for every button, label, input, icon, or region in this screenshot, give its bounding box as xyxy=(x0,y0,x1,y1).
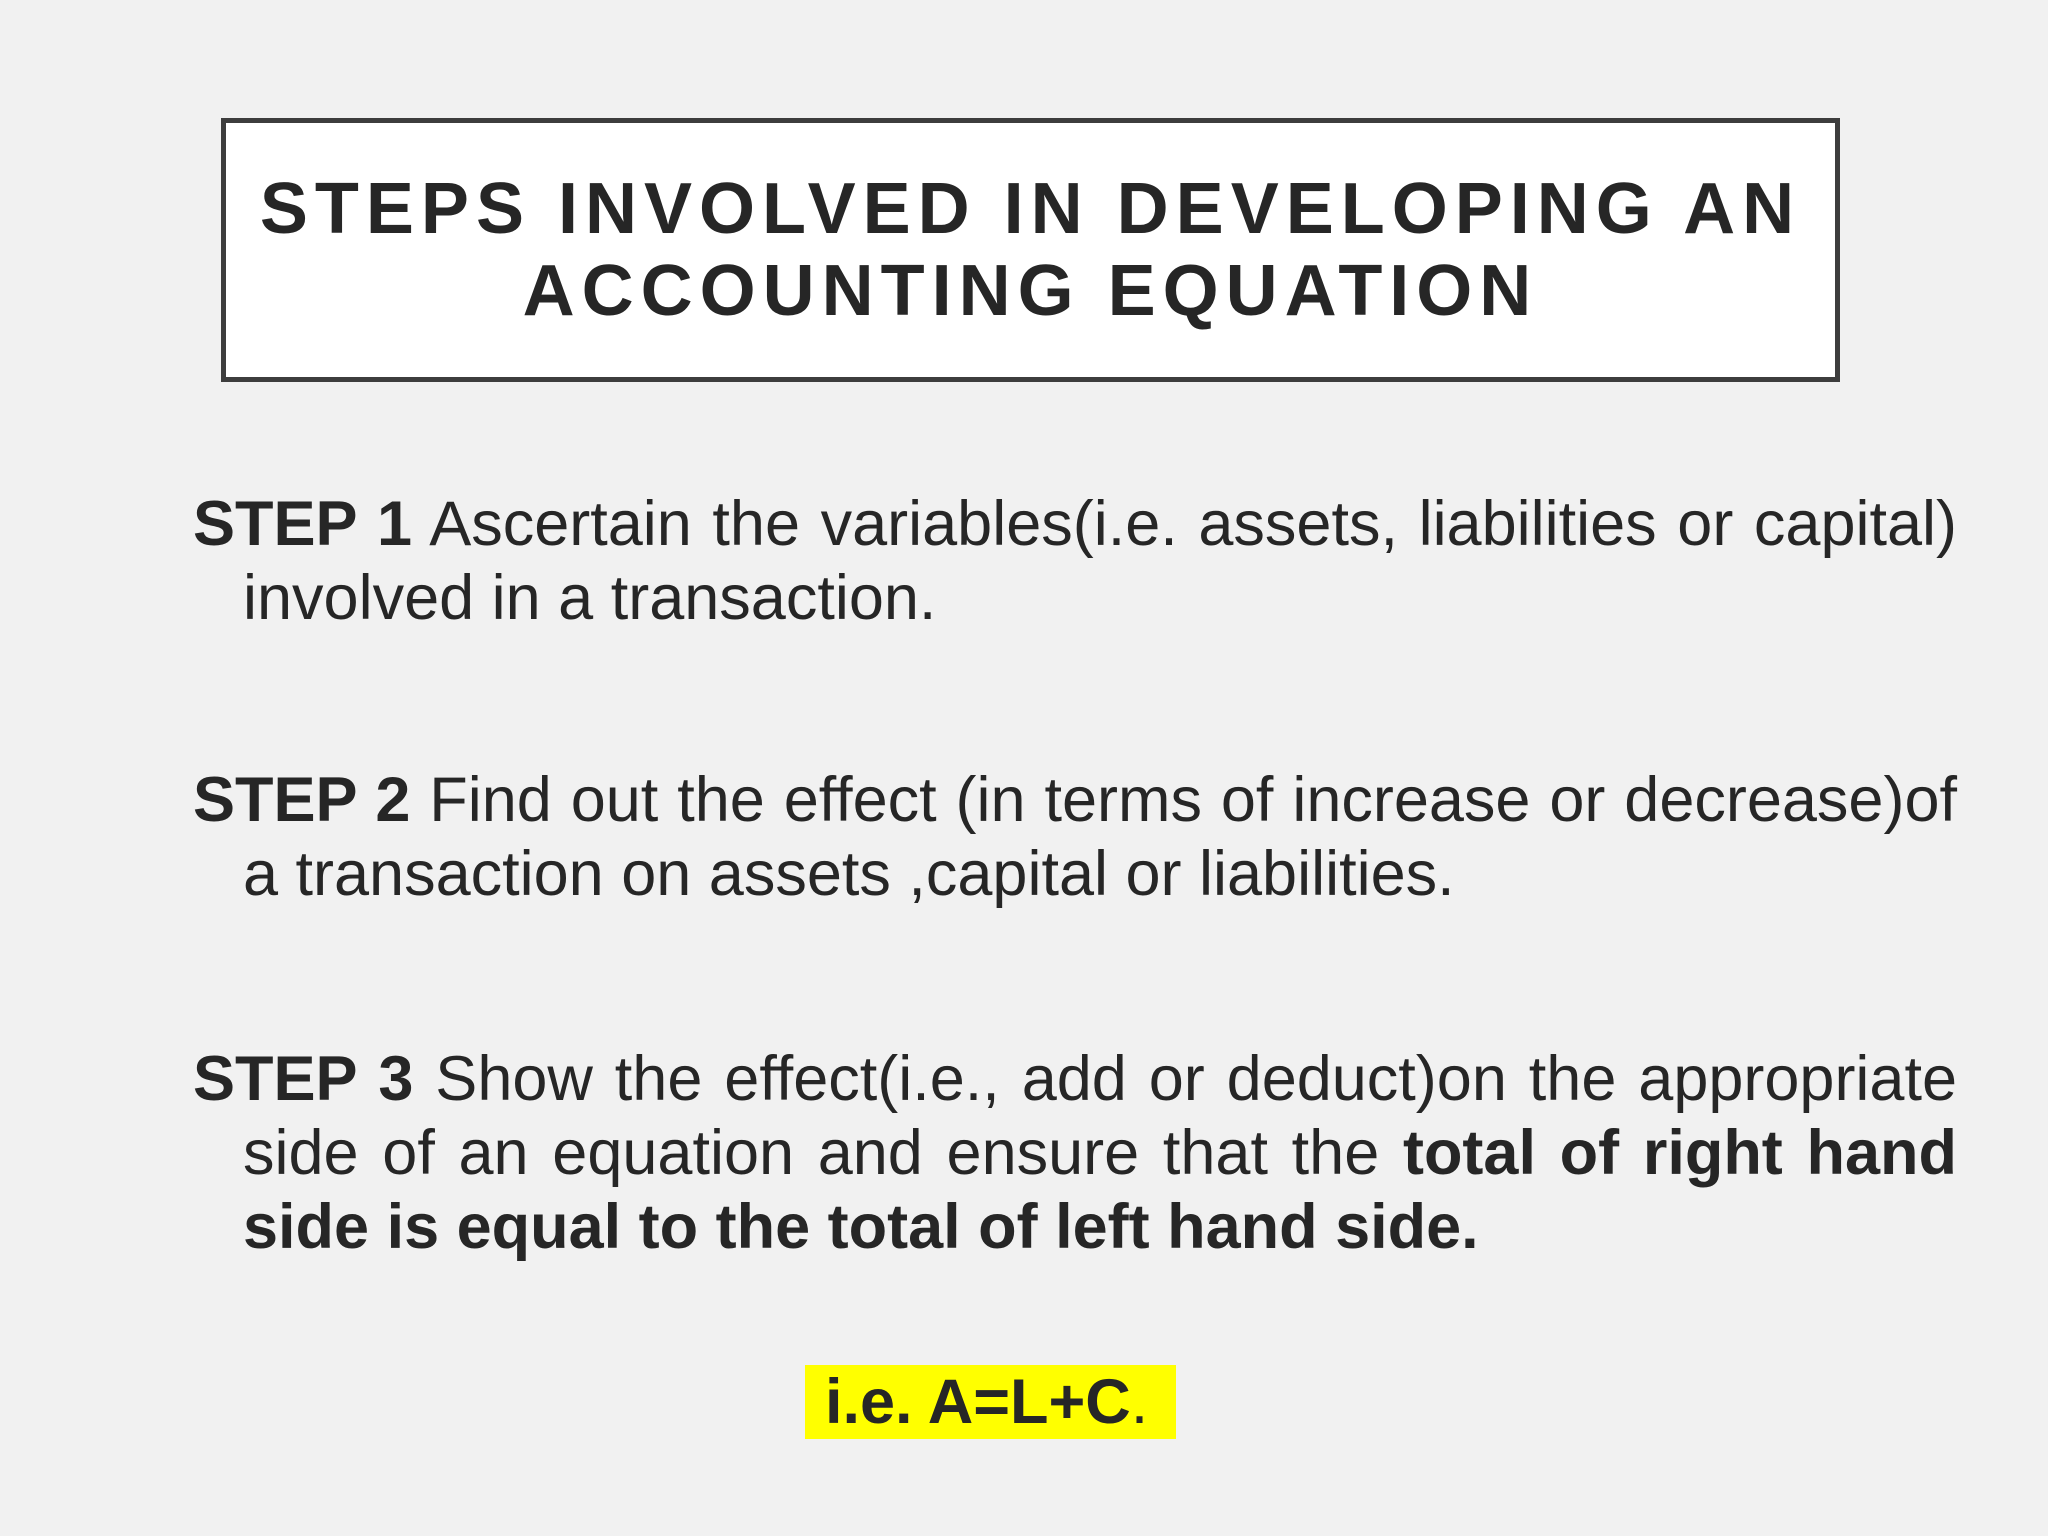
step-1-text: Ascertain the variables(i.e. assets, liabilities or capital) involved in a transaction. xyxy=(243,489,1957,633)
step-1-label: STEP 1 xyxy=(193,489,413,559)
equation-text: i.e. A=L+C xyxy=(825,1367,1131,1437)
title-line-1: STEPS INVOLVED IN DEVELOPING AN xyxy=(259,169,1802,249)
title-box xyxy=(221,118,1840,382)
step-3 xyxy=(193,1042,1957,1264)
step-2 xyxy=(193,763,1957,911)
step-3-label: STEP 3 xyxy=(193,1044,414,1114)
slide-title xyxy=(260,168,1801,332)
step-2-label: STEP 2 xyxy=(193,765,411,835)
equation-period: . xyxy=(1130,1367,1149,1437)
equation-highlight xyxy=(805,1365,1176,1439)
title-line-2: ACCOUNTING EQUATION xyxy=(522,251,1539,331)
step-3-emphasis: total of right hand side is equal to the total of left hand side. xyxy=(243,1118,1957,1262)
step-1 xyxy=(193,487,1957,635)
step-3-text: Show the effect(i.e., add or deduct)on the appropriate side of an equation and ensure that the xyxy=(243,1044,1958,1188)
step-2-text: Find out the effect (in terms of increase or decrease)of a transaction on assets ,capital or liabilities. xyxy=(243,765,1957,909)
